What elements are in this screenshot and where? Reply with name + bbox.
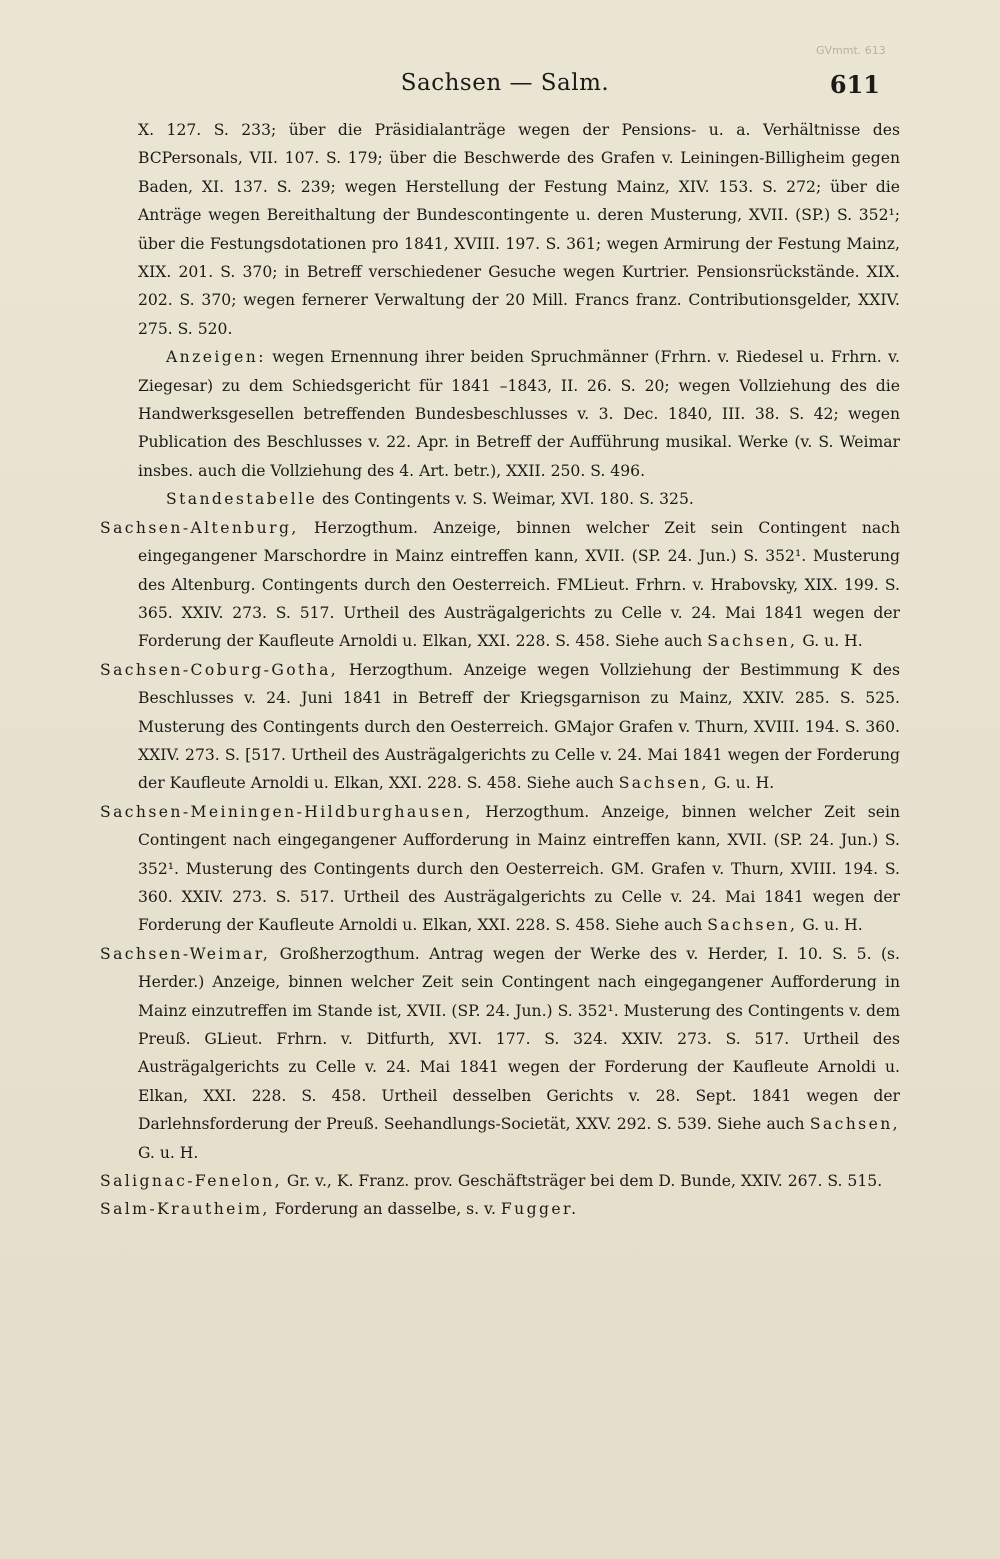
entry-term: Sachsen-Coburg-Gotha, [100,660,339,679]
entry-term: Salm-Krautheim, [100,1200,270,1219]
entry-text: Forderung an dasselbe, s. v. [269,1200,501,1219]
index-entry-sachsen-weimar [100,940,900,1167]
entry-term: Standestabelle [166,490,318,509]
index-entry-salm-krautheim [100,1195,900,1223]
see-also-term: Fugger. [500,1200,579,1219]
entry-term: Sachsen-Meiningen-Hildburghausen, [100,802,473,821]
bleed-through-text: GVmmt. 613 [816,44,886,57]
entry-text: des Contingents v. S. Weimar, XVI. 180. S. 325. [317,490,694,509]
index-entry-continuation [100,116,900,343]
entry-text: Gr. v., K. Franz. prov. Geschäftsträger bei dem D. Bunde, XXIV. 267. S. 515. [281,1172,883,1191]
entry-term: Sachsen-Altenburg, [100,518,299,537]
entry-text: Herzogthum. Anzeige wegen Vollziehung der Bestimmung K des Beschlusses v. 24. Juni 1841 in Betreff der Kriegsgarnison zu Mainz, XXIV. 285. S. 525. Musterung des Contingents durch den Oesterreich. GMajor Grafen v. Thurn, XVIII. 194. S. 360. XXIV. 273. S. [517. Urtheil des Austrägalgerichts zu Celle v. 24. Mai 1841 wegen der Forderung der Kaufleute Arnoldi u. Elkan, XXI. 228. S. 458. Siehe auch [138,660,900,793]
index-subentry-anzeigen [100,343,900,485]
entry-text: Herzogthum. Anzeige, binnen welcher Zeit sein Contingent nach eingegangener Aufforderung in Mainz eintreffen kann, XVII. (SP. 24. Jun.) S. 352¹. Musterung des Contingents durch den Oesterreich. GM. Grafen v. Thurn, XVIII. 194. S. 360. XXIV. 273. S. 517. Urtheil des Austrägalgerichts zu Celle v. 24. Mai 1841 wegen der Forderung der Kaufleute Arnoldi u. Elkan, XXI. 228. S. 458. Siehe auch [138,802,900,935]
entry-term: Sachsen-Weimar, [100,944,271,963]
see-also-tail: G. u. H. [708,774,775,793]
entry-text: Großherzogthum. Antrag wegen der Werke des v. Herder, I. 10. S. 5. (s. Herder.) Anzeige, binnen welcher Zeit sein Contingent nach eingegangener Aufforderung in Mainz einzutreffen im Stande ist, XVII. (SP. 24. Jun.) S. 352¹. Musterung des Contingents v. dem Preuß. GLieut. Frhrn. v. Ditfurth, XVI. 177. S. 324. XXIV. 273. S. 517. Urtheil des Austrägalgerichts zu Celle v. 24. Mai 1841 wegen der Forderung der Kaufleute Arnoldi u. Elkan, XXI. 228. S. 458. Urtheil desselben Gerichts v. 28. Sept. 1841 wegen der Darlehnsforderung der Preuß. Seehandlungs-Societät, XXV. 292. S. 539. Siehe auch [138,944,900,1134]
see-also-tail: G. u. H. [797,916,863,935]
see-also-tail: G. u. H. [797,632,863,651]
entry-text: Herzogthum. Anzeige, binnen welcher Zeit sein Contingent nach eingegangener Marschordre in Mainz eintreffen kann, XVII. (SP. 24. Jun.) S. 352¹. Musterung des Altenburg. Contingents durch den Oesterreich. FMLieut. Frhrn. v. Hrabovsky, XIX. 199. S. 365. XXIV. 273. S. 517. Urtheil des Austrägalgerichts zu Celle v. 24. Mai 1841 wegen der Forderung der Kaufleute Arnoldi u. Elkan, XXI. 228. S. 458. Siehe auch [138,518,900,651]
index-entry-salignac-fenelon [100,1167,900,1195]
index-entry-sachsen-meiningen [100,798,900,940]
see-also-tail: G. u. H. [138,1143,199,1162]
index-subentry-standestabelle [100,485,900,513]
entry-term: Anzeigen: [166,348,266,367]
entry-term: Salignac-Fenelon, [100,1172,282,1191]
index-entry-sachsen-altenburg [100,514,900,656]
see-also-term: Sachsen, [618,774,709,793]
entry-text: X. 127. S. 233; über die Präsidialanträge wegen der Pensions- u. a. Verhältnisse des BCPersonals, VII. 107. S. 179; über die Beschwerde des Grafen v. Leiningen-Billigheim gegen Baden, XI. 137. S. 239; wegen Herstellung der Festung Mainz, XIV. 153. S. 272; über die Anträge wegen Bereithaltung der Bundescontingente u. deren Musterung, XVII. (SP.) S. 352¹; über die Festungsdotationen pro 1841, XVIII. 197. S. 361; wegen Armirung der Festung Mainz, XIX. 201. S. 370; in Betreff verschiedener Gesuche wegen Kurtrier. Pensionsrückstände. XIX. 202. S. 370; wegen fernerer Verwaltung der 20 Mill. Francs franz. Contributionsgelder, XXIV. 275. S. 520. [138,121,900,338]
see-also-term: Sachsen, [707,632,798,651]
entry-text: wegen Ernennung ihrer beiden Spruchmänner (Frhrn. v. Riedesel u. Frhrn. v. Ziegesar) zu dem Schiedsgericht für 1841 –1843, II. 26. S. 20; wegen Vollziehung des die Handwerksgesellen betreffenden Bundesbeschlusses v. 3. Dec. 1840, III. 38. S. 42; wegen Publication des Beschlusses v. 22. Apr. in Betreff der Aufführung musikal. Werke (v. S. Weimar insbes. auch die Vollziehung des 4. Art. betr.), XXII. 250. S. 496. [138,348,900,480]
index-entry-sachsen-coburg-gotha [100,656,900,798]
page-number: 611 [829,70,880,99]
see-also-term: Sachsen, [707,916,798,935]
running-head: Sachsen — Salm. [400,70,610,96]
index-body [100,116,900,1224]
see-also-term: Sachsen, [809,1115,900,1134]
page-header [130,70,880,110]
